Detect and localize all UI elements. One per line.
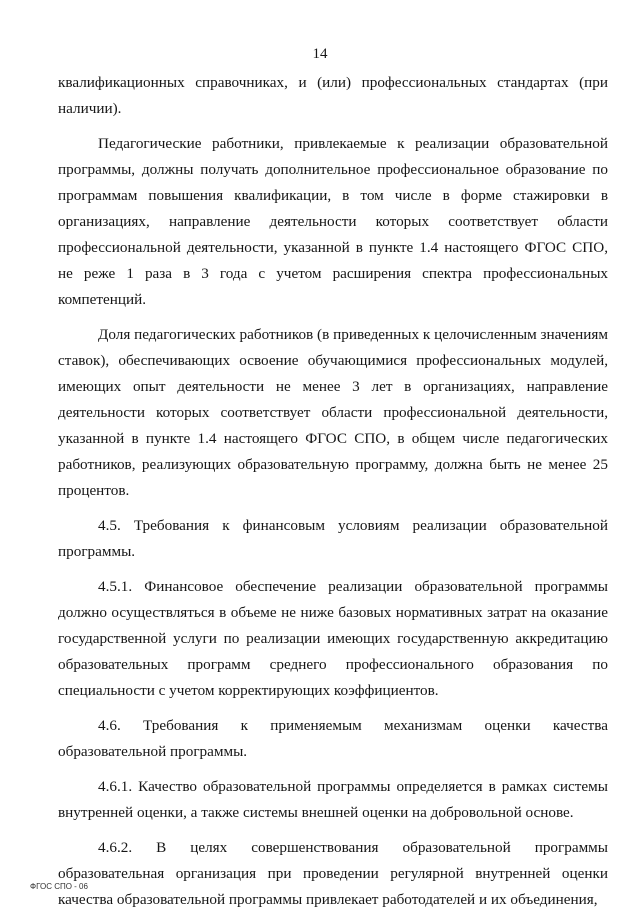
paragraph-4-5-1: 4.5.1. Финансовое обеспечение реализации образовательной программы должно осуществляться в объеме не ниже базовых нормативных затрат на оказание государственной услуги по реализации имеющих государственную аккредитацию образовательных программ среднего профессионального образования по специальности с учетом корректирующих коэффициентов. xyxy=(58,578,608,699)
paragraph-4-6-1: 4.6.1. Качество образовательной программы определяется в рамках системы внутренней оценки, а также системы внешней оценки на добровольной основе. xyxy=(58,778,608,821)
section-4-5-heading: 4.5. Требования к финансовым условиям реализации образовательной программы. xyxy=(58,517,608,560)
section-4-6-heading: 4.6. Требования к применяемым механизмам оценки качества образовательной программы. xyxy=(58,717,608,760)
page-number: 14 xyxy=(312,46,328,62)
document-body xyxy=(58,70,608,913)
paragraph-teachers-training: Педагогические работники, привлекаемые к реализации образовательной программы, должны получать дополнительное профессиональное образование по программам повышения квалификации, в том числе в форме стажировки в организациях, направление деятельности которых соответствует области профессиональной деятельности, указанной в пункте 1.4 настоящего ФГОС СПО, не реже 1 раза в 3 года с учетом расширения спектра профессиональных компетенций. xyxy=(58,135,608,308)
paragraph-teachers-share: Доля педагогических работников (в приведенных к целочисленным значениям ставок), обеспечивающих освоение обучающимися профессиональных модулей, имеющих опыт деятельности не менее 3 лет в организациях, направление деятельности которых соответствует области профессиональной деятельности, указанной в пункте 1.4 настоящего ФГОС СПО, в общем числе педагогических работников, реализующих образовательную программу, должна быть не менее 25 процентов. xyxy=(58,326,608,499)
paragraph-continuation: квалификационных справочниках, и (или) профессиональных стандартах (при наличии). xyxy=(58,74,608,117)
footer-label: ФГОС СПО - 06 xyxy=(30,882,88,891)
paragraph-4-6-2: 4.6.2. В целях совершенствования образовательной программы образовательная организация при проведении регулярной внутренней оценки качества образовательной программы привлекает работодателей и их объединения, xyxy=(58,839,608,908)
